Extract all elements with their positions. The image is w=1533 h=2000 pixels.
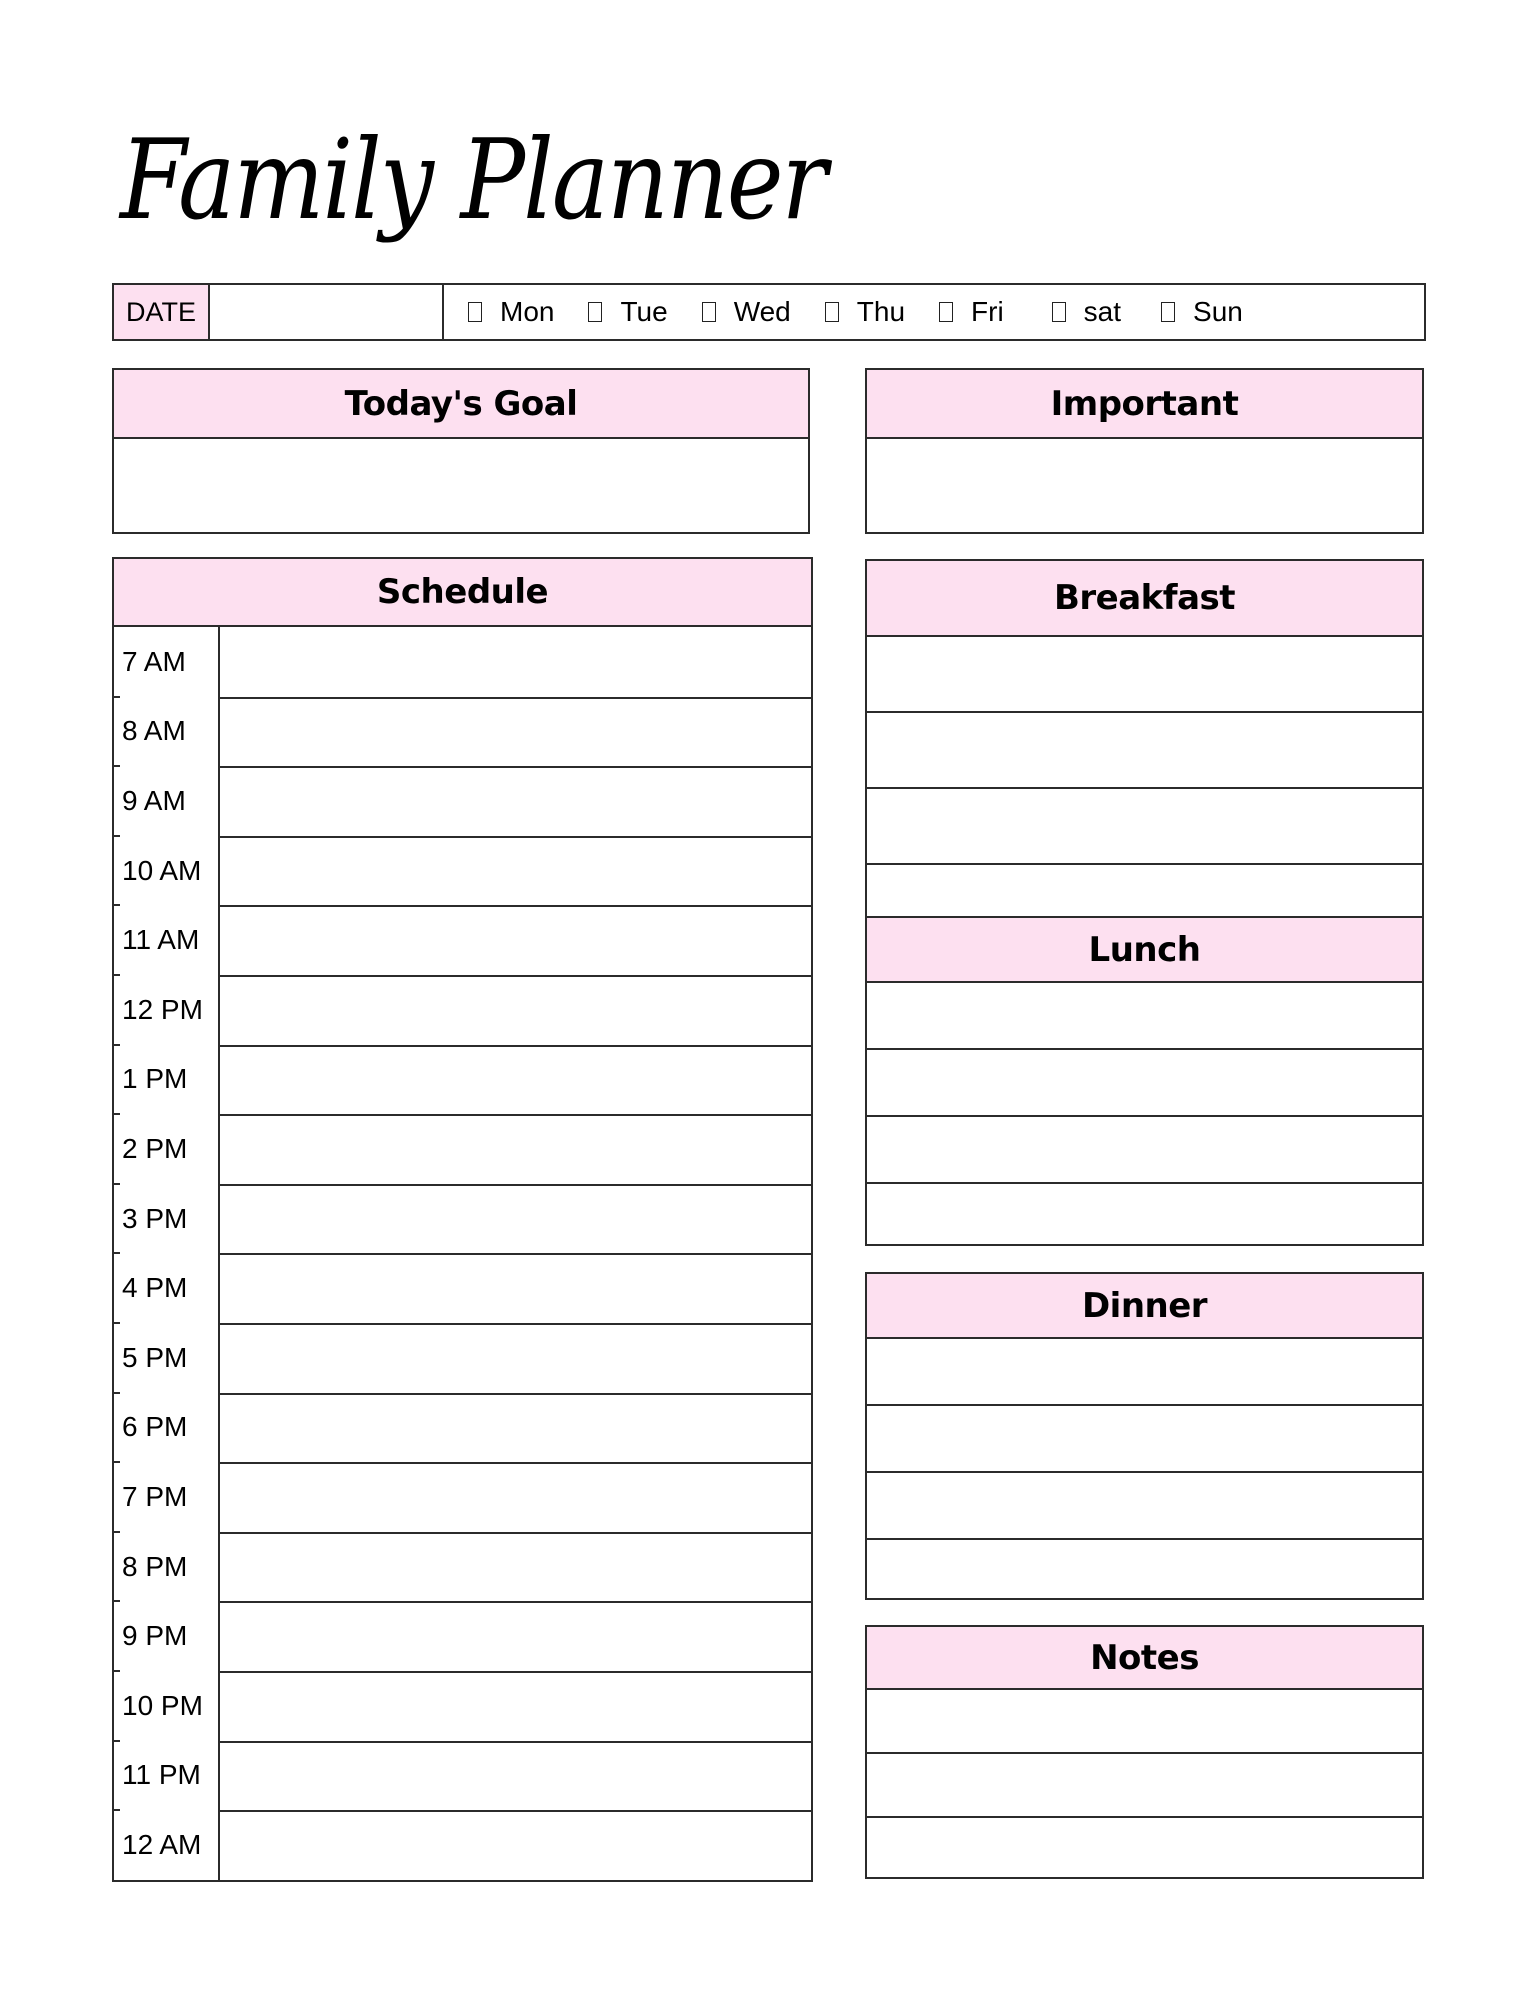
schedule-slot[interactable] xyxy=(220,1671,811,1741)
time-label: 7 PM xyxy=(114,1462,220,1532)
time-label: 9 AM xyxy=(114,766,220,836)
day-checkbox-thu[interactable] xyxy=(825,296,939,328)
schedule-slot[interactable] xyxy=(220,766,811,836)
day-label: Wed xyxy=(733,296,791,327)
day-label: Mon xyxy=(500,296,555,327)
day-label: Thu xyxy=(856,296,906,327)
schedule-slot[interactable] xyxy=(220,627,811,697)
checkbox-icon[interactable] xyxy=(939,302,953,322)
dinner-line[interactable] xyxy=(867,1540,1422,1598)
schedule-slot[interactable] xyxy=(220,1184,811,1254)
lunch-line[interactable] xyxy=(867,1184,1422,1244)
time-label: 9 PM xyxy=(114,1601,220,1671)
todays-goal-section xyxy=(112,368,810,534)
schedule-slot[interactable] xyxy=(220,836,811,906)
schedule-row xyxy=(114,766,811,836)
section-header: Important xyxy=(867,370,1422,439)
schedule-row xyxy=(114,1253,811,1323)
time-label: 5 PM xyxy=(114,1323,220,1393)
time-label: 12 AM xyxy=(114,1810,220,1880)
day-checkbox-sun[interactable] xyxy=(1161,296,1277,328)
time-label: 4 PM xyxy=(114,1253,220,1323)
date-input[interactable] xyxy=(210,285,444,339)
time-label: 8 PM xyxy=(114,1532,220,1602)
section-header: Dinner xyxy=(867,1274,1422,1339)
day-label: Tue xyxy=(620,296,668,327)
schedule-slot[interactable] xyxy=(220,905,811,975)
dinner-section xyxy=(865,1272,1424,1600)
schedule-slot[interactable] xyxy=(220,1741,811,1811)
time-label: 6 PM xyxy=(114,1393,220,1463)
schedule-slot[interactable] xyxy=(220,1532,811,1602)
schedule-table xyxy=(114,627,811,1880)
important-section xyxy=(865,368,1424,534)
schedule-slot[interactable] xyxy=(220,1462,811,1532)
lunch-line[interactable] xyxy=(867,1117,1422,1184)
schedule-row xyxy=(114,1601,811,1671)
checkbox-icon[interactable] xyxy=(468,302,482,322)
day-label: sat xyxy=(1083,296,1122,327)
schedule-slot[interactable] xyxy=(220,1810,811,1880)
schedule-slot[interactable] xyxy=(220,1323,811,1393)
time-label: 12 PM xyxy=(114,975,220,1045)
time-label: 8 AM xyxy=(114,697,220,767)
schedule-row xyxy=(114,1462,811,1532)
section-header: Schedule xyxy=(114,559,811,627)
time-label: 2 PM xyxy=(114,1114,220,1184)
lunch-line[interactable] xyxy=(867,983,1422,1050)
schedule-row xyxy=(114,1810,811,1880)
important-input-area[interactable] xyxy=(867,439,1422,532)
notes-section xyxy=(865,1625,1424,1879)
breakfast-section xyxy=(865,559,1424,940)
schedule-row xyxy=(114,1671,811,1741)
time-label: 11 PM xyxy=(114,1741,220,1811)
schedule-row xyxy=(114,1184,811,1254)
day-checkbox-wed[interactable] xyxy=(702,296,825,328)
lunch-line[interactable] xyxy=(867,1050,1422,1117)
schedule-slot[interactable] xyxy=(220,1601,811,1671)
schedule-row xyxy=(114,975,811,1045)
checkbox-icon[interactable] xyxy=(702,302,716,322)
time-label: 3 PM xyxy=(114,1184,220,1254)
day-label: Sun xyxy=(1193,296,1243,327)
lunch-section xyxy=(865,916,1424,1246)
schedule-row xyxy=(114,1114,811,1184)
notes-line[interactable] xyxy=(867,1818,1422,1877)
schedule-row xyxy=(114,1741,811,1811)
notes-line[interactable] xyxy=(867,1690,1422,1754)
schedule-row xyxy=(114,1532,811,1602)
notes-line[interactable] xyxy=(867,1754,1422,1818)
day-checkbox-sat[interactable] xyxy=(1052,296,1161,328)
section-header: Breakfast xyxy=(867,561,1422,637)
schedule-section xyxy=(112,557,813,1882)
breakfast-line[interactable] xyxy=(867,713,1422,789)
dinner-line[interactable] xyxy=(867,1339,1422,1406)
page-title: Family Planner xyxy=(120,115,826,245)
schedule-row xyxy=(114,836,811,906)
checkbox-icon[interactable] xyxy=(1161,302,1175,322)
weekday-checkboxes xyxy=(444,285,1424,339)
schedule-slot[interactable] xyxy=(220,975,811,1045)
date-bar xyxy=(112,283,1426,341)
schedule-row xyxy=(114,1323,811,1393)
time-label: 10 AM xyxy=(114,836,220,906)
section-header: Lunch xyxy=(867,918,1422,983)
schedule-row xyxy=(114,905,811,975)
checkbox-icon[interactable] xyxy=(825,302,839,322)
time-label: 11 AM xyxy=(114,905,220,975)
day-label: Fri xyxy=(971,296,1004,327)
time-label: 1 PM xyxy=(114,1045,220,1115)
time-label: 7 AM xyxy=(114,627,220,697)
schedule-row xyxy=(114,1045,811,1115)
section-header: Notes xyxy=(867,1627,1422,1690)
schedule-row xyxy=(114,697,811,767)
day-checkbox-mon[interactable] xyxy=(468,296,588,328)
schedule-slot[interactable] xyxy=(220,1253,811,1323)
breakfast-line[interactable] xyxy=(867,789,1422,865)
goal-input-area[interactable] xyxy=(114,439,808,532)
schedule-slot[interactable] xyxy=(220,1393,811,1463)
schedule-slot[interactable] xyxy=(220,1114,811,1184)
time-label: 10 PM xyxy=(114,1671,220,1741)
day-checkbox-fri[interactable] xyxy=(939,296,1052,328)
dinner-line[interactable] xyxy=(867,1473,1422,1540)
checkbox-icon[interactable] xyxy=(588,302,602,322)
dinner-line[interactable] xyxy=(867,1406,1422,1473)
day-checkbox-tue[interactable] xyxy=(588,296,701,328)
schedule-slot[interactable] xyxy=(220,697,811,767)
schedule-row xyxy=(114,1393,811,1463)
checkbox-icon[interactable] xyxy=(1052,302,1066,322)
section-header: Today's Goal xyxy=(114,370,808,439)
schedule-slot[interactable] xyxy=(220,1045,811,1115)
breakfast-line[interactable] xyxy=(867,637,1422,713)
schedule-row xyxy=(114,627,811,697)
date-label: DATE xyxy=(114,285,210,339)
